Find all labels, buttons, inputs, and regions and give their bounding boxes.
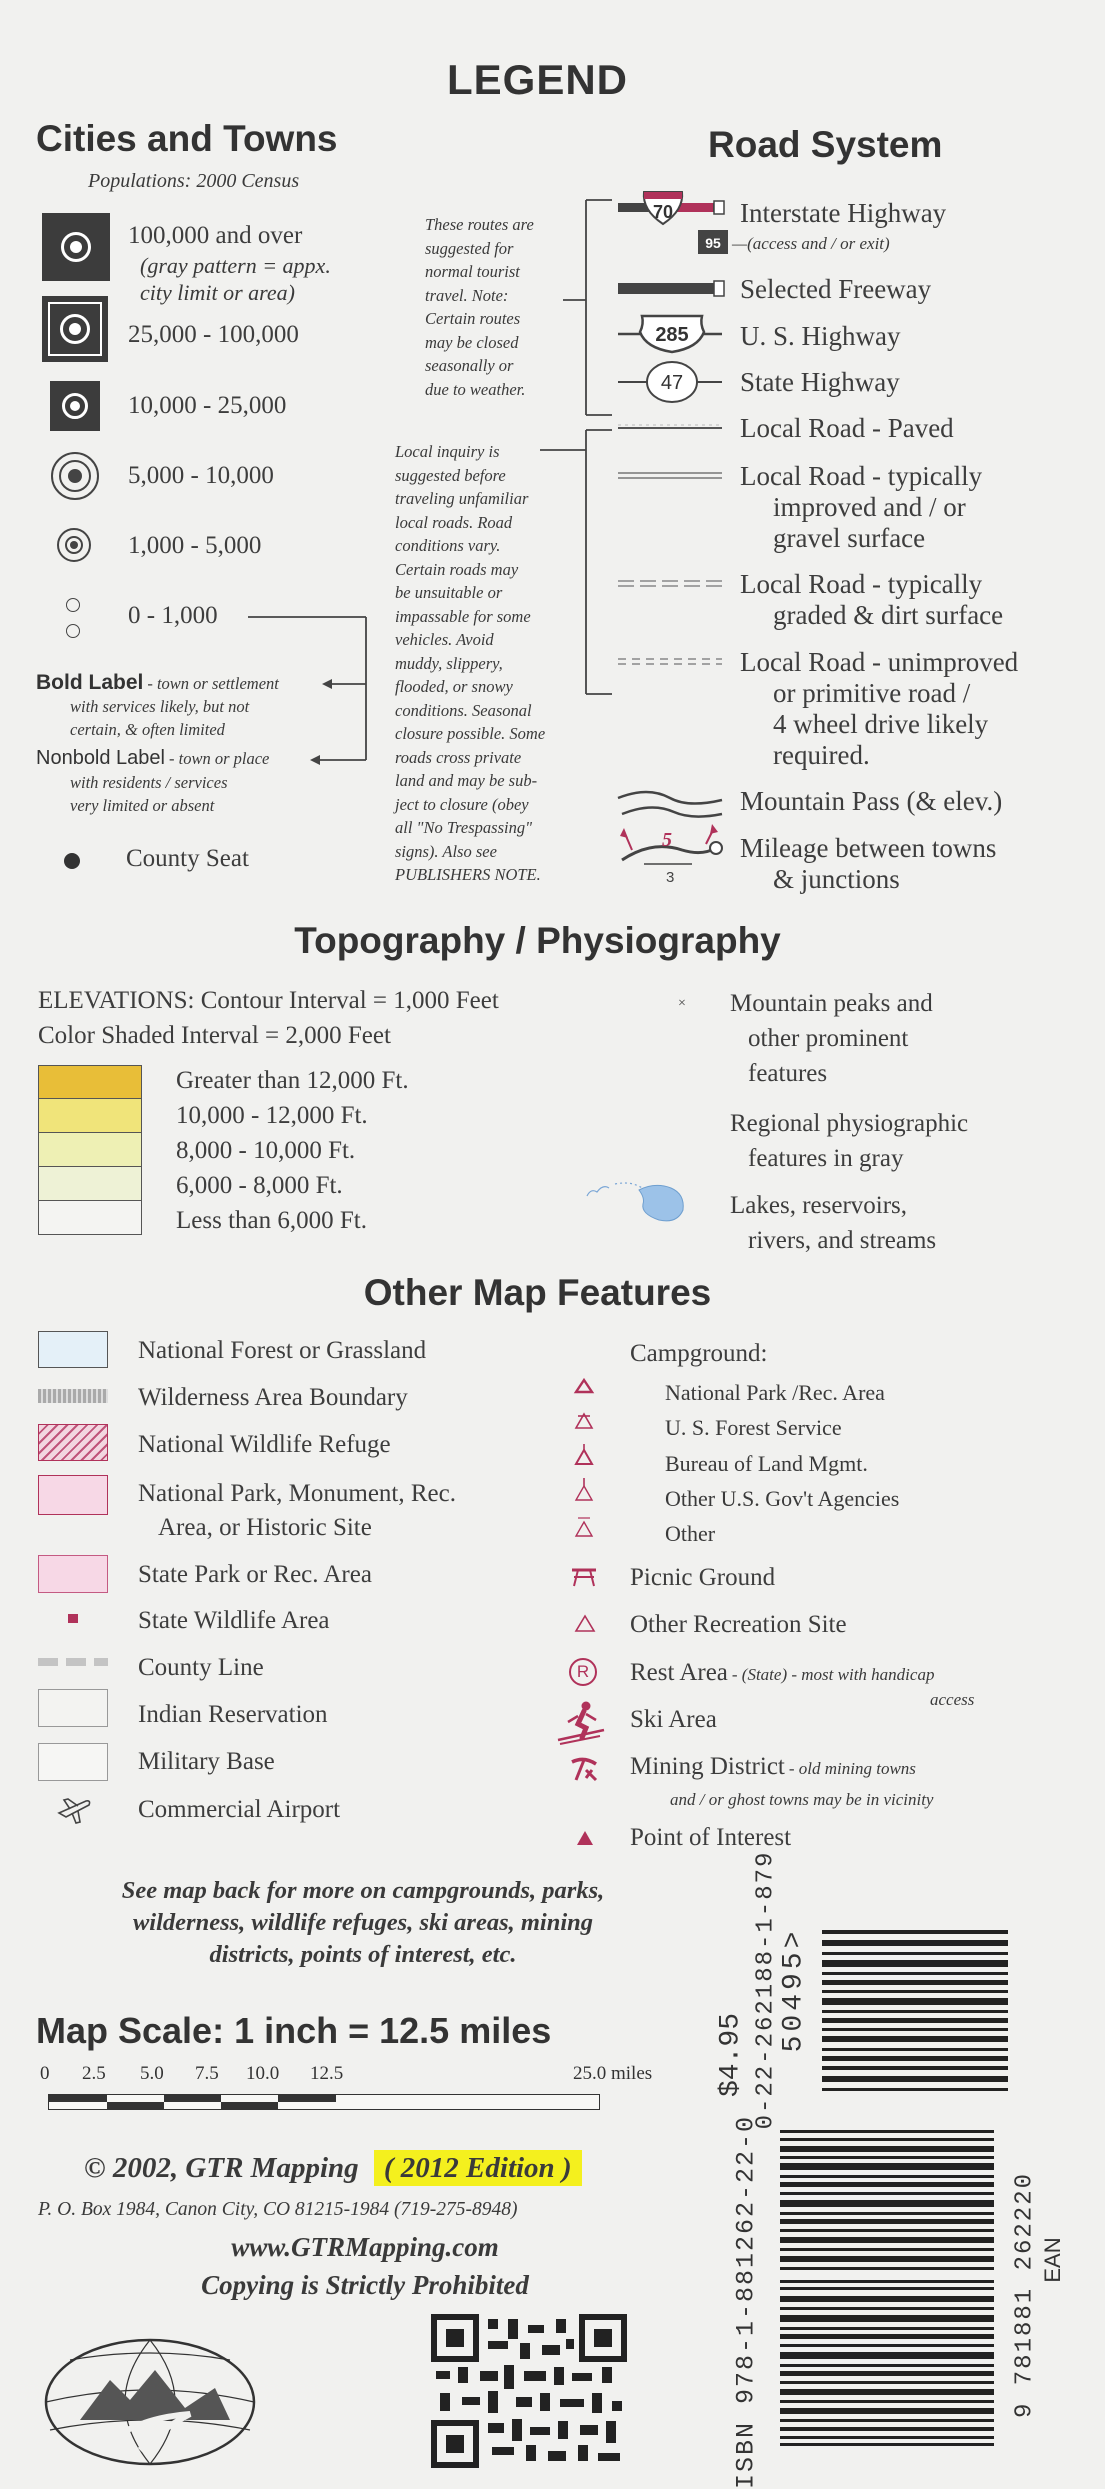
tourist-note-line: seasonally or	[425, 356, 514, 375]
city-10k-label: 10,000 - 25,000	[128, 392, 287, 419]
regional-label-2: features in gray	[748, 1145, 904, 1172]
tourist-note-line: Certain routes	[425, 309, 521, 328]
bold-label-desc2: with services likely, but not	[70, 697, 250, 716]
local-note-line: suggested before	[395, 465, 506, 485]
bold-label-desc3: certain, & often limited	[70, 720, 225, 739]
mileage-label-1: Mileage between towns	[740, 833, 997, 863]
map-scale-title: Map Scale: 1 inch = 12.5 miles	[36, 2010, 552, 2051]
state-wildlife-icon	[68, 1614, 78, 1623]
see-map-line: wilderness, wildlife refuges, ski areas, mining	[132, 1909, 594, 1936]
rest-area-note-2: access	[930, 1690, 975, 1709]
county-seat-label: County Seat	[126, 845, 249, 872]
mileage-label-2: & junctions	[773, 864, 900, 894]
airport-icon	[56, 1795, 92, 1825]
mountain-pass-icon	[618, 786, 728, 822]
mileage-small-num: 3	[666, 869, 675, 886]
interstate-label: Interstate Highway	[740, 198, 947, 228]
freeway-label: Selected Freeway	[740, 274, 932, 304]
bold-label-text: Bold Label	[36, 671, 144, 694]
mining-district-note: - old mining towns	[788, 1759, 916, 1778]
us-highway-shield-icon	[618, 312, 728, 356]
other-recreation-label: Other Recreation Site	[630, 1611, 847, 1638]
topo-heading: Topography / Physiography	[294, 920, 781, 961]
elevation-band-swatch	[38, 1065, 142, 1099]
see-map-line: districts, points of interest, etc.	[209, 1941, 517, 1968]
scale-bar	[48, 2094, 600, 2110]
elevation-band-swatch	[38, 1133, 142, 1167]
campground-icons	[572, 1378, 596, 1548]
elevation-band-swatch	[38, 1099, 142, 1133]
lakes-label-2: rivers, and streams	[748, 1227, 937, 1254]
picnic-label: Picnic Ground	[630, 1564, 776, 1591]
nonbold-label-desc3: very limited or absent	[70, 796, 215, 815]
scale-tick: 2.5	[82, 2063, 106, 2084]
state-highway-shield-icon	[618, 359, 728, 405]
isbn-text: ISBN 978-1-881262-22-0	[731, 2114, 761, 2489]
mining-district-note-2: and / or ghost towns may be in vicinity	[670, 1790, 934, 1809]
scale-tick: 0	[40, 2063, 50, 2084]
city-1k-label: 1,000 - 5,000	[128, 532, 262, 559]
rest-area-row	[630, 1659, 934, 1687]
nonbold-label-text: Nonbold Label	[36, 747, 165, 769]
addon-code-text: 50495>	[778, 1927, 810, 2053]
lakes-label-1: Lakes, reservoirs,	[730, 1192, 908, 1219]
local-note-line: Local inquiry is	[395, 442, 500, 461]
scale-tick: 5.0	[140, 2063, 164, 2084]
airport-label: Commercial Airport	[138, 1796, 341, 1823]
local-paved-label: Local Road - Paved	[740, 413, 954, 443]
campground-gov-label: Other U.S. Gov't Agencies	[665, 1486, 900, 1511]
local-note-line: closure possible. Some	[395, 724, 546, 743]
campground-np-label: National Park /Rec. Area	[665, 1380, 885, 1405]
elevation-line-1: ELEVATIONS: Contour Interval = 1,000 Feet	[38, 987, 499, 1014]
local-unimproved-label-2: or primitive road /	[773, 678, 971, 708]
tourist-note-line: These routes are	[425, 215, 534, 234]
see-map-line: See map back for more on campgrounds, parks,	[121, 1877, 605, 1904]
local-improved-label-2: improved and / or	[773, 492, 966, 522]
local-note-line: land and may be sub-	[395, 771, 538, 790]
interstate-shield-icon	[618, 190, 728, 260]
city-0-label: 0 - 1,000	[128, 602, 218, 629]
local-note-line: be unsuitable or	[395, 583, 503, 602]
mileage-icon	[612, 820, 728, 890]
scale-tick: 7.5	[195, 2063, 219, 2084]
interstate-num: 70	[652, 202, 674, 222]
tourist-note-line: due to weather.	[425, 379, 526, 399]
cities-heading: Cities and Towns	[36, 118, 338, 159]
mining-district-label: Mining District	[630, 1753, 785, 1780]
county-line-swatch	[38, 1658, 108, 1666]
elevation-band-label: Less than 6,000 Ft.	[176, 1207, 367, 1234]
picnic-icon	[570, 1564, 598, 1588]
website-text: www.GTRMapping.com	[231, 2232, 499, 2262]
local-note-line: local roads. Road	[395, 512, 513, 532]
tourist-note-line: travel. Note:	[425, 285, 509, 305]
road-heading: Road System	[708, 124, 943, 165]
addon-barcode	[822, 1930, 1008, 2100]
nonbold-label-desc1: - town or place	[169, 749, 270, 768]
elevation-band-swatch	[38, 1167, 142, 1201]
wilderness-boundary-label: Wilderness Area Boundary	[138, 1384, 408, 1411]
indian-reservation-label: Indian Reservation	[138, 1701, 328, 1728]
ski-area-label: Ski Area	[630, 1706, 717, 1733]
isbn-code-text: 0-22-262188-1-879	[752, 1850, 780, 2130]
peaks-label-2: other prominent	[748, 1025, 909, 1052]
ean-barcode	[780, 2130, 1010, 2460]
point-of-interest-icon	[575, 1829, 595, 1847]
city-100k-label: 100,000 and over	[128, 222, 303, 249]
other-features-heading: Other Map Features	[363, 1272, 712, 1313]
elevation-line-2: Color Shaded Interval = 2,000 Feet	[38, 1022, 391, 1049]
campground-blm-icon	[576, 1444, 592, 1464]
peaks-label-1: Mountain peaks and	[730, 990, 933, 1017]
local-graded-line-icon	[618, 576, 728, 592]
indian-reservation-swatch	[38, 1689, 108, 1727]
local-note-line: ject to closure (obey	[395, 794, 529, 814]
local-note-line: muddy, slippery,	[395, 653, 503, 673]
elevation-band-swatch	[38, 1201, 142, 1235]
campground-usfs-label: U. S. Forest Service	[665, 1415, 842, 1440]
local-note-line: flooded, or snowy	[395, 677, 513, 696]
national-forest-swatch	[38, 1331, 108, 1368]
state-wildlife-label: State Wildlife Area	[138, 1607, 330, 1634]
campground-other-icon	[576, 1518, 592, 1536]
local-note-line: PUBLISHERS NOTE.	[395, 865, 541, 884]
national-park-label-2: Area, or Historic Site	[158, 1514, 372, 1541]
city-100k-sub1: (gray pattern = appx.	[140, 253, 331, 278]
tourist-note-line: may be closed	[425, 332, 519, 352]
local-graded-label-1: Local Road - typically	[740, 569, 983, 599]
wilderness-boundary-swatch	[38, 1389, 108, 1403]
local-improved-line-icon	[618, 468, 728, 484]
local-unimproved-label-3: 4 wheel drive likely	[773, 709, 989, 739]
ean-digits-column	[1010, 2130, 1040, 2460]
scale-end-label: 25.0 miles	[573, 2063, 653, 2084]
national-forest-label: National Forest or Grassland	[138, 1337, 427, 1364]
elevation-swatch-stack	[38, 1065, 142, 1235]
peak-x-icon: ×	[678, 996, 686, 1011]
military-base-swatch	[38, 1743, 108, 1781]
city-5k-label: 5,000 - 10,000	[128, 462, 274, 489]
peaks-label-3: features	[748, 1060, 828, 1087]
local-improved-label-1: Local Road - typically	[740, 461, 983, 491]
rest-area-note: - (State) - most with handicap	[731, 1665, 935, 1684]
qr-code-icon	[432, 2315, 628, 2465]
local-note-line: traveling unfamiliar	[395, 489, 529, 508]
copyright-row	[84, 2152, 582, 2185]
rest-area-label: Rest Area	[630, 1659, 728, 1686]
state-park-label: State Park or Rec. Area	[138, 1561, 372, 1588]
local-unimproved-line-icon	[618, 654, 728, 670]
copyright-text: © 2002, GTR Mapping	[84, 2152, 359, 2184]
recreation-site-icon	[574, 1614, 596, 1634]
mileage-big-num: 5	[662, 829, 672, 851]
freeway-line-icon	[618, 280, 728, 300]
addon-code-column	[778, 1890, 810, 2090]
local-note-line: signs). Also see	[395, 841, 497, 861]
local-graded-label-2: graded & dirt surface	[773, 600, 1004, 630]
county-line-label: County Line	[138, 1654, 264, 1681]
edition-highlight: ( 2012 Edition )	[374, 2150, 582, 2186]
local-note-line: vehicles. Avoid	[395, 630, 494, 649]
gtr-globe-logo-icon	[40, 2330, 260, 2465]
mining-district-icon	[568, 1756, 600, 1784]
city-100k-sub2: city limit or area)	[140, 280, 295, 305]
bold-label-desc1: - town or settlement	[147, 674, 279, 693]
local-note-line: impassable for some	[395, 606, 531, 626]
us-num: 285	[655, 324, 689, 346]
nonbold-label-desc2: with residents / services	[70, 773, 228, 792]
regional-label-1: Regional physiographic	[730, 1110, 969, 1137]
campground-gov-icon	[576, 1478, 592, 1500]
exit-note: —(access and / or exit)	[732, 234, 890, 253]
campground-np-icon	[576, 1380, 592, 1392]
national-park-swatch	[38, 1475, 108, 1515]
elevation-band-label: 10,000 - 12,000 Ft.	[176, 1102, 368, 1129]
page-title: LEGEND	[446, 56, 628, 103]
mining-district-row	[630, 1753, 916, 1781]
state-park-swatch	[38, 1555, 108, 1593]
wildlife-refuge-swatch	[38, 1424, 108, 1461]
local-note-line: Certain roads may	[395, 559, 519, 579]
campground-usfs-icon	[576, 1414, 592, 1428]
exit-num: 95	[705, 235, 721, 251]
ean-label: EAN	[1040, 2237, 1065, 2283]
local-note-line: all "No Trespassing"	[395, 818, 533, 837]
wildlife-refuge-label: National Wildlife Refuge	[138, 1431, 391, 1458]
copying-text: Copying is Strictly Prohibited	[201, 2270, 529, 2300]
state-highway-label: State Highway	[740, 367, 900, 397]
point-of-interest-label: Point of Interest	[630, 1824, 792, 1851]
military-base-label: Military Base	[138, 1748, 275, 1775]
us-highway-label: U. S. Highway	[740, 321, 901, 351]
lake-icon	[585, 1170, 715, 1230]
local-improved-label-3: gravel surface	[773, 523, 926, 553]
elevation-band-label: 6,000 - 8,000 Ft.	[176, 1172, 343, 1199]
rest-area-icon: R	[569, 1658, 597, 1686]
ean-label-column	[1040, 2230, 1066, 2290]
national-park-label-1: National Park, Monument, Rec.	[138, 1480, 456, 1507]
elevation-band-label: Greater than 12,000 Ft.	[176, 1067, 409, 1094]
tourist-note-line: normal tourist	[425, 262, 520, 281]
local-unimproved-label-1: Local Road - unimproved	[740, 647, 1019, 677]
state-num: 47	[660, 372, 684, 394]
address-text: P. O. Box 1984, Canon City, CO 81215-1984 (719-275-8948)	[38, 2199, 518, 2220]
elevation-band-label: 8,000 - 10,000 Ft.	[176, 1137, 356, 1164]
see-map-back-note	[38, 1875, 688, 1971]
isbn-text-column	[728, 2114, 764, 2489]
local-note-line: roads cross private	[395, 747, 522, 767]
scale-tick: 10.0	[246, 2063, 280, 2084]
cities-subheading: Populations: 2000 Census	[88, 170, 300, 192]
ski-area-icon	[556, 1700, 606, 1746]
campground-other-label: Other	[665, 1521, 716, 1546]
ean-digits: 9 781881 262220	[1011, 2171, 1039, 2419]
local-paved-line-icon	[618, 420, 728, 436]
price-text: $4.95	[715, 2012, 747, 2098]
local-note-line: conditions. Seasonal	[395, 700, 532, 720]
tourist-note-line: suggested for	[425, 238, 514, 258]
local-note-line: conditions vary.	[395, 536, 501, 555]
city-25k-label: 25,000 - 100,000	[128, 321, 299, 348]
campground-heading: Campground:	[630, 1340, 768, 1367]
scale-tick: 12.5	[310, 2063, 344, 2084]
mountain-pass-label: Mountain Pass (& elev.)	[740, 786, 1003, 816]
campground-blm-label: Bureau of Land Mgmt.	[665, 1451, 868, 1476]
local-unimproved-label-4: required.	[773, 740, 870, 770]
